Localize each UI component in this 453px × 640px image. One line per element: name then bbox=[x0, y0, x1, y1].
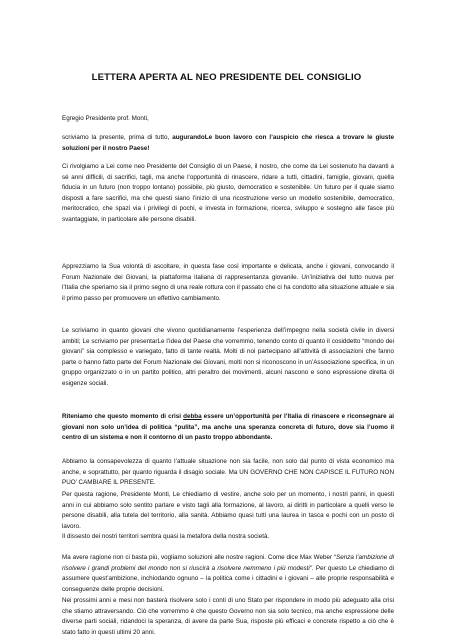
paragraph-8: Il dissesto dei nostri territori sembra quasi la metafora della nostra società. bbox=[62, 533, 270, 540]
paragraph-10: Nei prossimi anni e mesi non basterà risolvere solo i conti di uno Stato per rispondere in modo più adeguato alla crisi che stiamo attraversando. Ciò che vorremmo è che questo Governo non sia solo tecnico, ma anche espressione delle diverse parti sociali, ridandoci la speranza, di avere da parte Sua, risposte più efficaci e concrete rispetto a ciò che è stato fatto in questi ultimi 20 anni. bbox=[62, 597, 394, 636]
paragraph-5-underlined: debba bbox=[183, 413, 202, 420]
paragraph-2: Ci rivolgiamo a Lei come neo Presidente del Consiglio di un Paese, il nostro, che come da Lei sostenuto ha davanti a sé anni difficili, di sacrifici, tagli, ma anche l’opportunità di rinascere, ridare a tutti, cittadini, famiglie, giovani, quella fiducia in un futuro (non troppo lontano) possibile, più giusto, democratico e sostenibile. Un futuro per il quale siamo disposti a fare sacrifici, ma che questi siano l’inizio di una ricostruzione verso un modello sostenibile, democratico, meritocratico, che spazi via i privilegi di pochi, e investa in formazione, ricerca, sviluppo e sostegno alle fasce più svantaggiate, in particolare alle persone disabili. bbox=[62, 163, 394, 223]
paragraph-5-bold-b: essere un’opportunità per l’Italia di rinascere e riconsegnare ai giovani non solo un’idea di politica “pulita”, ma anche una speranza concreta di futuro, dove sia l’uomo il centro di un sistema e non il contorno di un pasto troppo abbondante. bbox=[62, 413, 394, 441]
paragraph-5 bbox=[62, 412, 394, 444]
paragraph-9-text-b: ”. Per questo Le chiediamo di assumere quest’ambizione, inchiodando ognuno – la politica come i cittadini e i giovani – alle proprie responsabilità e conseguenze delle proprie decisioni. bbox=[62, 564, 394, 593]
paragraph-9 bbox=[62, 553, 394, 595]
paragraph-3: Apprezziamo la Sua volontà di ascoltare, in questa fase così importante e delicata, anche i giovani, convocando il Forum Nazionale dei Giovani, la piattaforma italiana di rappresentanza giovanile. Un’iniziativa del tutto nuova per l’Italia che speriamo sia il primo segno di una reale rottura con il passato che ci ha condotto alla situazione attuale e sia il primo passo per promuovere un effettivo cambiamento. bbox=[62, 263, 394, 302]
paragraph-9-quote: Senza l’ambizione di risolvere i grandi problemi del mondo non si riuscirà a risolvere nemmeno i più modesti bbox=[62, 554, 394, 572]
letter-title: LETTERA APERTA AL NEO PRESIDENTE DEL CONSIGLIO bbox=[91, 72, 362, 83]
paragraph-4: Le scriviamo in quanto giovani che vivono quotidianamente l’esperienza dell’impegno nella società civile in diversi ambiti; Le scriviamo per presentarLe l’idea del Paese che vorremmo, tenendo conto di quanto il cosiddetto “mondo dei giovani” sia complesso e variegato, fatto di tante realtà. Molti di noi partecipano all’attività di associazioni che fanno parte o hanno fatto parte del Forum Nazionale dei Giovani, molti non si riconoscono in un’Associazione specifica, in un gruppo organizzato o in un partito politico, altri peraltro dei movimenti, alcuni nascono e sono espressione diretta di esigenze sociali. bbox=[62, 327, 394, 387]
paragraph-9-text-a: Ma avere ragione non ci basta più, vogliamo soluzioni alle nostre ragioni. Come dice Max Weber “ bbox=[62, 554, 337, 561]
paragraph-1 bbox=[62, 133, 394, 154]
paragraph-5-bold-a: Riteniamo che questo momento di crisi bbox=[62, 413, 184, 420]
paragraph-7: Per questa ragione, Presidente Monti, Le chiediamo di vestire, anche solo per un momento, i nostri panni, in questi anni in cui abbiamo solo sentito parlare e visto tagli alla formazione, al lavoro, ai diritti in particolare a quelli verso le persone disabili, alla tutela del territorio, alla sanità. Abbiamo quasi tutti una laurea in tasca e pochi con un posto di lavoro. bbox=[62, 491, 394, 530]
paragraph-1-text: scriviamo la presente, prima di tutto, bbox=[62, 134, 173, 141]
paragraph-1-bold: augurandoLe buon lavoro con l’auspicio che riesca a trovare le giuste soluzioni per il nostro Paese! bbox=[62, 134, 394, 152]
paragraph-6: Abbiamo la consapevolezza di quanto l’attuale situazione non sia facile, non solo dal punto di vista economico ma anche, e soprattutto, per quanto riguarda il disagio sociale. Ma UN GOVERNO CHE NON CAPISCE IL FUTURO NON PUO’ CAMBIARE IL PRESENTE. bbox=[62, 458, 394, 486]
salutation: Egregio Presidente prof. Monti, bbox=[62, 115, 149, 122]
